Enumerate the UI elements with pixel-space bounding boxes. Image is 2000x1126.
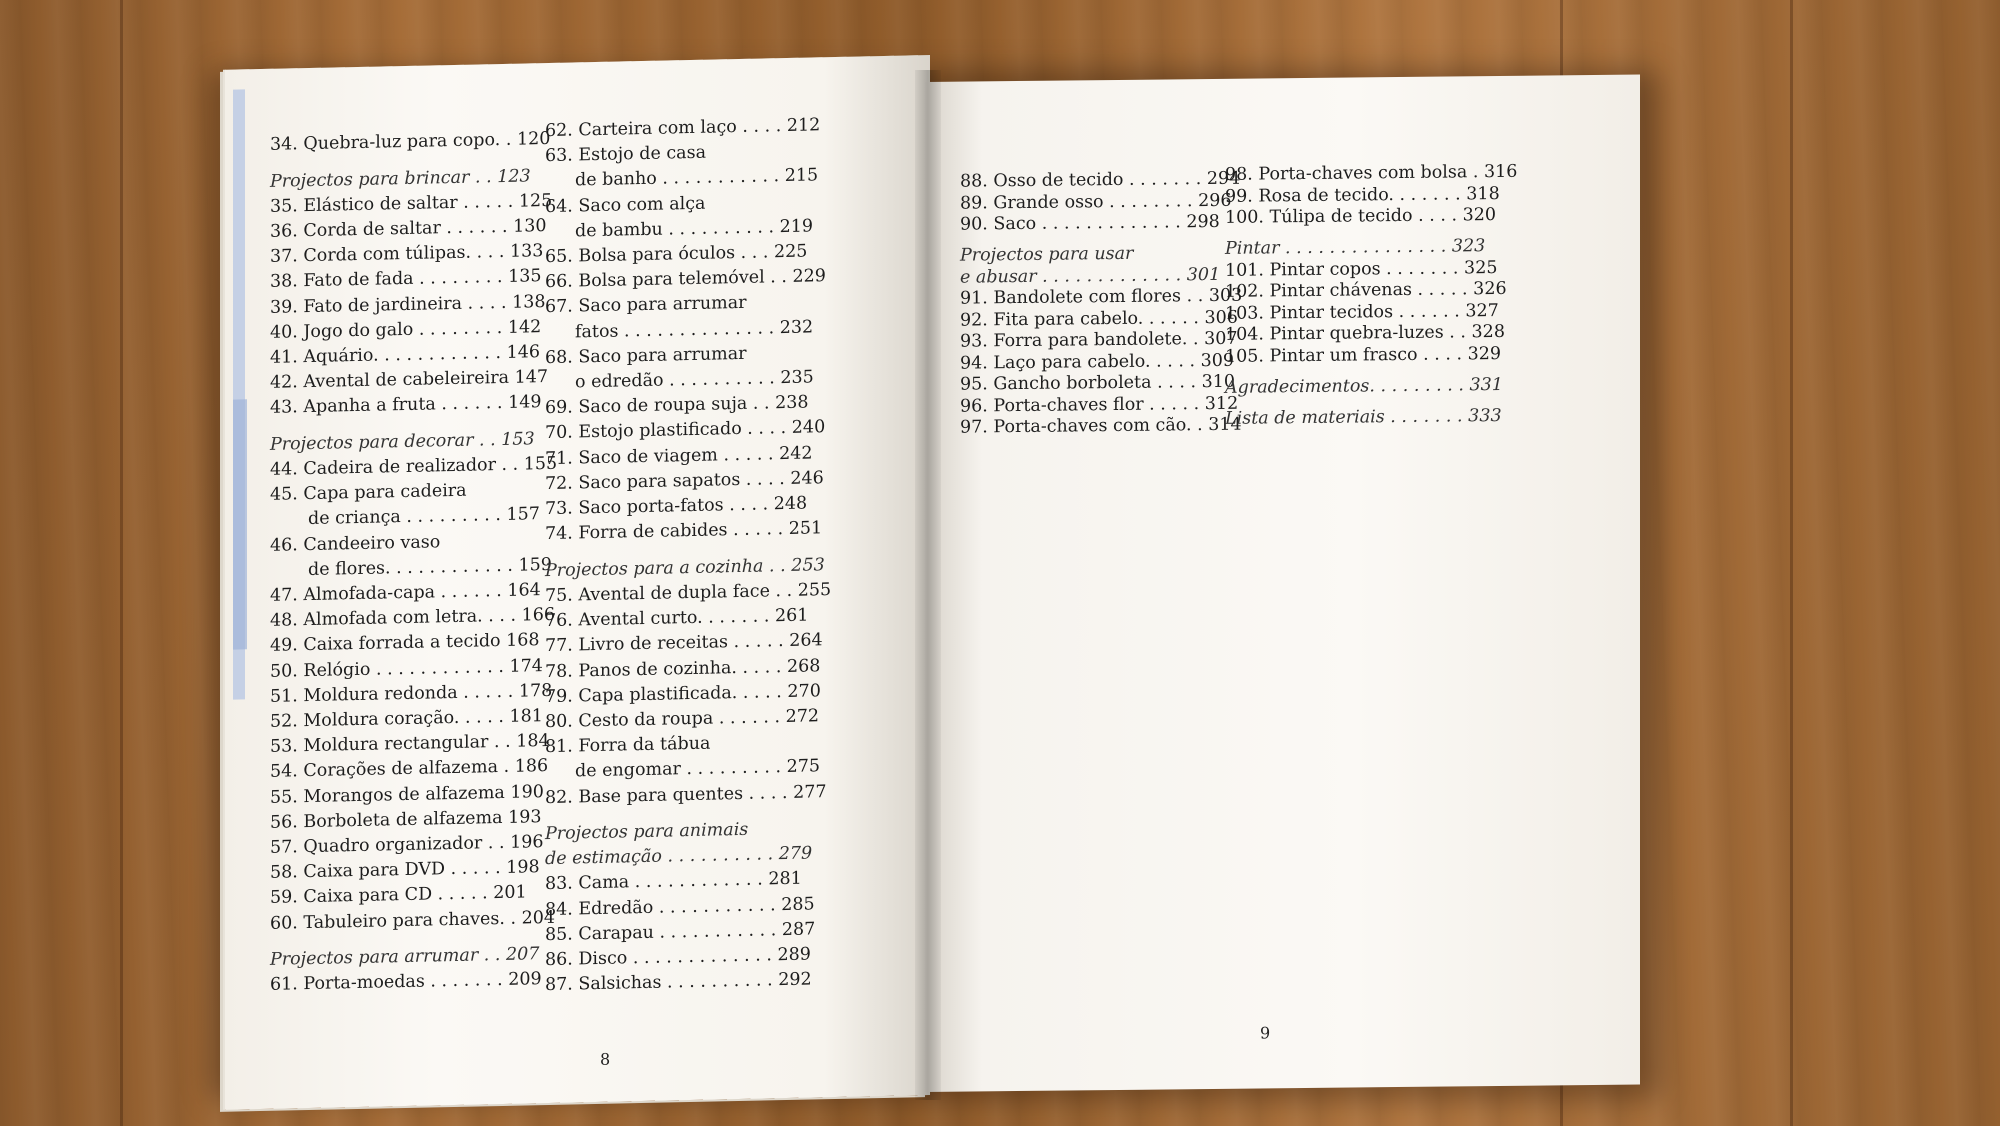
toc-entry: 83. Cama . . . . . . . . . . . . 281 bbox=[545, 869, 802, 895]
toc-entry: 92. Fita para cabelo. . . . . . 306 bbox=[960, 307, 1238, 331]
toc-entry: 63. Estojo de casa bbox=[545, 142, 707, 167]
toc-entry: de engomar . . . . . . . . . 275 bbox=[575, 756, 820, 782]
toc-entry: 45. Capa para cadeira bbox=[270, 480, 467, 506]
page-edge-strip bbox=[233, 399, 247, 649]
toc-entry: 51. Moldura redonda . . . . . 178 bbox=[270, 680, 553, 707]
toc-entry: 86. Disco . . . . . . . . . . . . . 289 bbox=[545, 944, 811, 971]
left-page bbox=[225, 55, 930, 1110]
toc-entry: 100. Túlipa de tecido . . . . 320 bbox=[1225, 205, 1496, 228]
toc-entry: 42. Avental de cabeleireira 147 bbox=[270, 367, 549, 393]
toc-entry: 46. Candeeiro vaso bbox=[270, 531, 441, 556]
toc-entry: fatos . . . . . . . . . . . . . . 232 bbox=[575, 317, 814, 343]
toc-entry: 59. Caixa para CD . . . . . 201 bbox=[270, 882, 527, 909]
toc-entry: 68. Saco para arrumar bbox=[545, 343, 747, 368]
page-number-left: 8 bbox=[600, 1049, 611, 1069]
toc-entry: 54. Corações de alfazema . 186 bbox=[270, 756, 549, 783]
toc-entry: 53. Moldura rectangular . . 184 bbox=[270, 731, 550, 758]
toc-entry: Projectos para brincar . . 123 bbox=[270, 165, 531, 192]
toc-entry: 67. Saco para arrumar bbox=[545, 293, 747, 318]
toc-entry: 79. Capa plastificada. . . . . 270 bbox=[545, 681, 821, 707]
toc-entry: 94. Laço para cabelo. . . . . 309 bbox=[960, 350, 1234, 374]
toc-entry: 58. Caixa para DVD . . . . . 198 bbox=[270, 857, 540, 884]
toc-entry: 35. Elástico de saltar . . . . . 125 bbox=[270, 190, 553, 217]
toc-entry: 61. Porta-moedas . . . . . . . 209 bbox=[270, 969, 542, 996]
toc-entry: 102. Pintar chávenas . . . . . 326 bbox=[1225, 279, 1507, 303]
toc-entry: 81. Forra da tábua bbox=[545, 733, 711, 758]
toc-entry: 43. Apanha a fruta . . . . . . 149 bbox=[270, 392, 542, 419]
toc-entry: 76. Avental curto. . . . . . . 261 bbox=[545, 605, 809, 632]
toc-entry: 72. Saco para sapatos . . . . 246 bbox=[545, 468, 824, 494]
toc-entry: Agradecimentos. . . . . . . . . 331 bbox=[1225, 374, 1503, 398]
toc-entry: 101. Pintar copos . . . . . . . 325 bbox=[1225, 257, 1498, 281]
toc-entry: de estimação . . . . . . . . . . 279 bbox=[545, 843, 813, 870]
toc-entry: 50. Relógio . . . . . . . . . . . . 174 bbox=[270, 655, 543, 682]
toc-entry: de bambu . . . . . . . . . . 219 bbox=[575, 216, 814, 242]
toc-entry: 103. Pintar tecidos . . . . . . 327 bbox=[1225, 300, 1499, 324]
toc-entry: 44. Cadeira de realizador . . 155 bbox=[270, 453, 558, 480]
toc-entry: 57. Quadro organizador . . 196 bbox=[270, 832, 544, 858]
toc-entry: 88. Osso de tecido . . . . . . . 294 bbox=[960, 168, 1241, 192]
toc-entry: 66. Bolsa para telemóvel . . 229 bbox=[545, 266, 826, 293]
toc-entry: 89. Grande osso . . . . . . . . 296 bbox=[960, 190, 1232, 214]
toc-entry: 84. Edredão . . . . . . . . . . . 285 bbox=[545, 894, 815, 920]
toc-entry: 77. Livro de receitas . . . . . 264 bbox=[545, 630, 823, 657]
toc-entry: 48. Almofada com letra. . . . 166 bbox=[270, 605, 556, 632]
toc-entry: Projectos para animais bbox=[545, 819, 749, 845]
book-spine bbox=[915, 70, 941, 1100]
toc-entry: de criança . . . . . . . . . 157 bbox=[308, 504, 540, 530]
toc-entry: 65. Bolsa para óculos . . . 225 bbox=[545, 241, 808, 268]
toc-entry: Projectos para a cozinha . . 253 bbox=[545, 554, 825, 581]
toc-entry: 90. Saco . . . . . . . . . . . . . 298 bbox=[960, 211, 1220, 235]
toc-entry: de flores. . . . . . . . . . . . 159 bbox=[308, 554, 552, 580]
toc-entry: 99. Rosa de tecido. . . . . . . 318 bbox=[1225, 183, 1500, 207]
toc-entry: Projectos para arrumar . . 207 bbox=[270, 944, 540, 971]
toc-entry: 85. Carapau . . . . . . . . . . . 287 bbox=[545, 919, 816, 945]
toc-entry: 91. Bandolete com flores . . 303 bbox=[960, 285, 1243, 309]
toc-entry: 40. Jogo do galo . . . . . . . . 142 bbox=[270, 316, 542, 343]
toc-entry: 82. Base para quentes . . . . 277 bbox=[545, 781, 827, 808]
toc-entry: Projectos para decorar . . 153 bbox=[270, 429, 535, 455]
toc-entry: 78. Panos de cozinha. . . . . 268 bbox=[545, 655, 821, 682]
toc-entry: 93. Forra para bandolete. . 307 bbox=[960, 328, 1238, 352]
toc-entry: 49. Caixa forrada a tecido 168 bbox=[270, 630, 540, 657]
toc-entry: Pintar . . . . . . . . . . . . . . . 323 bbox=[1225, 236, 1486, 260]
toc-entry: 95. Gancho borboleta . . . . 310 bbox=[960, 371, 1235, 395]
toc-entry: 38. Fato de fada . . . . . . . . 135 bbox=[270, 266, 542, 293]
toc-entry: 62. Carteira com laço . . . . 212 bbox=[545, 115, 821, 142]
toc-entry: 60. Tabuleiro para chaves. . 204 bbox=[270, 907, 556, 934]
toc-entry: o edredão . . . . . . . . . . 235 bbox=[575, 367, 814, 393]
toc-entry: Projectos para usar bbox=[960, 243, 1134, 266]
toc-entry: 47. Almofada-capa . . . . . . 164 bbox=[270, 580, 541, 606]
toc-entry: 56. Borboleta de alfazema 193 bbox=[270, 807, 542, 833]
toc-entry: 64. Saco com alça bbox=[545, 193, 706, 217]
toc-entry: 71. Saco de viagem . . . . . 242 bbox=[545, 443, 813, 469]
toc-entry: 41. Aquário. . . . . . . . . . . . 146 bbox=[270, 342, 541, 368]
right-page bbox=[925, 75, 1640, 1092]
toc-entry: Lista de materiais . . . . . . . 333 bbox=[1225, 405, 1502, 429]
toc-entry: 104. Pintar quebra-luzes . . 328 bbox=[1225, 322, 1505, 346]
toc-entry: 39. Fato de jardineira . . . . 138 bbox=[270, 291, 546, 318]
toc-entry: 98. Porta-chaves com bolsa . 316 bbox=[1225, 161, 1518, 185]
page-number-right: 9 bbox=[1260, 1023, 1271, 1043]
toc-entry: 87. Salsichas . . . . . . . . . . 292 bbox=[545, 969, 812, 996]
toc-entry: 34. Quebra-luz para copo. . 120 bbox=[270, 128, 551, 155]
toc-entry: 69. Saco de roupa suja . . 238 bbox=[545, 392, 809, 419]
toc-entry: 70. Estojo plastificado . . . . 240 bbox=[545, 417, 826, 444]
toc-entry: 75. Avental de dupla face . . 255 bbox=[545, 580, 832, 607]
toc-entry: 36. Corda de saltar . . . . . . 130 bbox=[270, 215, 547, 242]
toc-entry: de banho . . . . . . . . . . . 215 bbox=[575, 165, 819, 191]
toc-entry: 80. Cesto da roupa . . . . . . 272 bbox=[545, 706, 819, 733]
toc-entry: 74. Forra de cabides . . . . . 251 bbox=[545, 518, 823, 545]
toc-entry: 37. Corda com túlipas. . . . 133 bbox=[270, 241, 544, 267]
toc-entry: 55. Morangos de alfazema 190 bbox=[270, 781, 544, 808]
toc-entry: 105. Pintar um frasco . . . . 329 bbox=[1225, 343, 1502, 367]
toc-entry: 73. Saco porta-fatos . . . . 248 bbox=[545, 493, 808, 520]
toc-entry: e abusar . . . . . . . . . . . . . 301 bbox=[960, 264, 1221, 288]
toc-entry: 52. Moldura coração. . . . . 181 bbox=[270, 706, 543, 732]
toc-entry: 97. Porta-chaves com cão. . 314 bbox=[960, 414, 1242, 438]
toc-entry: 96. Porta-chaves flor . . . . . 312 bbox=[960, 393, 1239, 417]
